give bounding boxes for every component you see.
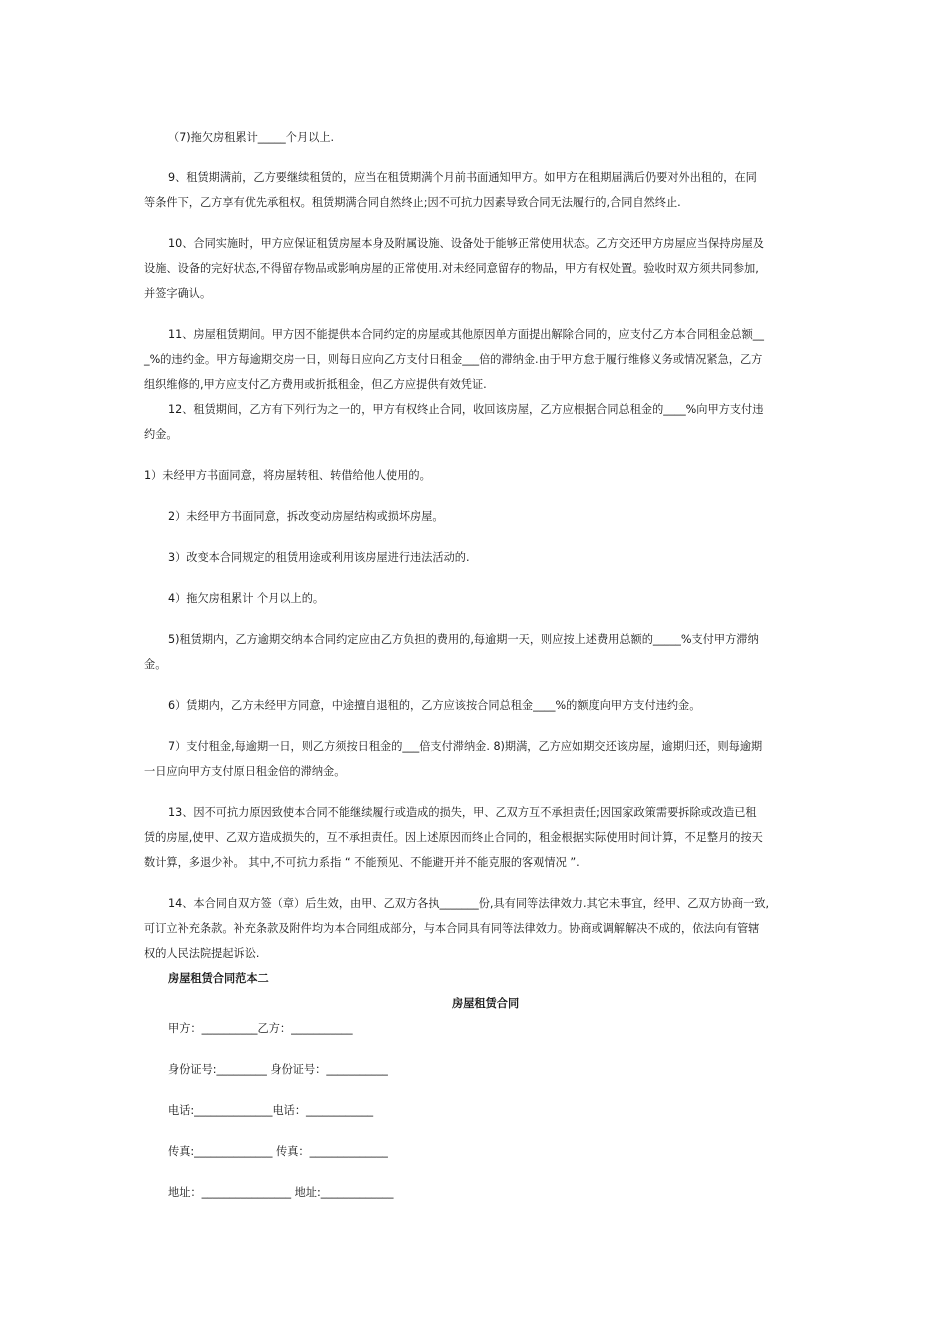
clause-12-item-4: 4）拖欠房租累计 个月以上的。 [168, 592, 325, 605]
clause-9-line-2: 等条件下，乙方享有优先承租权。租赁期满合同自然终止;因不可抗力因素导致合同无法履行的,合同自然终止. [144, 196, 681, 209]
clause-11-line-1: 11、房屋租赁期间。甲方因不能提供本合同约定的房屋或其他原因单方面提出解除合同的，应支付乙方本合同租金总额__ [168, 328, 764, 341]
section-title-sample-two: 房屋租赁合同范本二 [168, 972, 269, 985]
fax-line: 传真:______________ 传真：______________ [168, 1145, 388, 1158]
clause-10-line-1: 10、合同实施时，甲方应保证租赁房屋本身及附属设施、设备处于能够正常使用状态。乙方交还甲方房屋应当保持房屋及 [168, 237, 764, 250]
clause-12-line-1: 12、租赁期间，乙方有下列行为之一的，甲方有权终止合同，收回该房屋，乙方应根据合同总租金的____%向甲方支付违 [168, 403, 764, 416]
clause-13-line-1: 13、因不可抗力原因致使本合同不能继续履行或造成的损失，甲、乙双方互不承担责任;因国家政策需要拆除或改造已租 [168, 806, 757, 819]
clause-11-line-2: _%的违约金。甲方每逾期交房一日，则每日应向乙方支付日租金___倍的滞纳金.由于甲方怠于履行维修义务或情况紧急，乙方 [144, 353, 763, 366]
id-number-line: 身份证号:_________ 身份证号：___________ [168, 1063, 388, 1076]
clause-14-line-2: 可订立补充条款。补充条款及附件均为本合同组成部分，与本合同具有同等法律效力。协商或调解解决不成的，依法向有管辖 [144, 922, 760, 935]
clause-7-rent-arrears: （7)拖欠房租累计_____个月以上. [168, 131, 335, 144]
clause-12-item-7-line-1: 7）支付租金,每逾期一日，则乙方须按日租金的___倍支付滞纳金. 8)期满，乙方应如期交还该房屋，逾期归还，则每逾期 [168, 740, 763, 753]
clause-13-line-2: 赁的房屋,使甲、乙双方造成损失的，互不承担责任。因上述原因而终止合同的，租金根据实际使用时间计算，不足整月的按天 [144, 831, 763, 844]
party-line: 甲方：__________乙方：___________ [168, 1022, 353, 1035]
address-line: 地址：________________ 地址:_____________ [168, 1186, 394, 1199]
clause-12-item-6: 6）赁期内，乙方未经甲方同意，中途擅自退租的，乙方应该按合同总租金____%的额度向甲方支付违约金。 [168, 699, 701, 712]
clause-12-item-1: 1）未经甲方书面同意，将房屋转租、转借给他人使用的。 [144, 469, 431, 482]
clause-10-line-3: 并签字确认。 [144, 287, 212, 300]
clause-13-line-3: 数计算，多退少补。 其中,不可抗力系指 “ 不能预见、不能避开并不能克服的客观情况 ”. [144, 856, 580, 869]
clause-12-item-2: 2）未经甲方书面同意，拆改变动房屋结构或损坏房屋。 [168, 510, 444, 523]
clause-9-line-1: 9、租赁期满前，乙方要继续租赁的，应当在租赁期满个月前书面通知甲方。如甲方在租期届满后仍要对外出租的，在同 [168, 171, 757, 184]
clause-14-line-3: 权的人民法院提起诉讼. [144, 947, 260, 960]
clause-12-item-3: 3）改变本合同规定的租赁用途或利用该房屋进行违法活动的. [168, 551, 470, 564]
clause-12-item-7-line-2: 一日应向甲方支付原日租金倍的滞纳金。 [144, 765, 346, 778]
clause-11-line-3: 组织维修的,甲方应支付乙方费用或折抵租金，但乙方应提供有效凭证. [144, 378, 487, 391]
clause-10-line-2: 设施、设备的完好状态,不得留存物品或影响房屋的正常使用.对未经同意留存的物品，甲方有权处置。验收时双方须共同参加, [144, 262, 759, 275]
clause-12-line-2: 约金。 [144, 428, 178, 441]
contract-title: 房屋租赁合同 [452, 997, 520, 1010]
clause-12-item-5-line-1: 5)租赁期内，乙方逾期交纳本合同约定应由乙方负担的费用的,每逾期一天，则应按上述费用总额的_____%支付甲方滞纳 [168, 633, 759, 646]
clause-12-item-5-line-2: 金。 [144, 658, 167, 671]
phone-line: 电话:______________电话：____________ [168, 1104, 374, 1117]
clause-14-line-1: 14、本合同自双方签（章）后生效，由甲、乙双方各执_______份,具有同等法律效力.其它未事宜，经甲、乙双方协商一致, [168, 897, 770, 910]
